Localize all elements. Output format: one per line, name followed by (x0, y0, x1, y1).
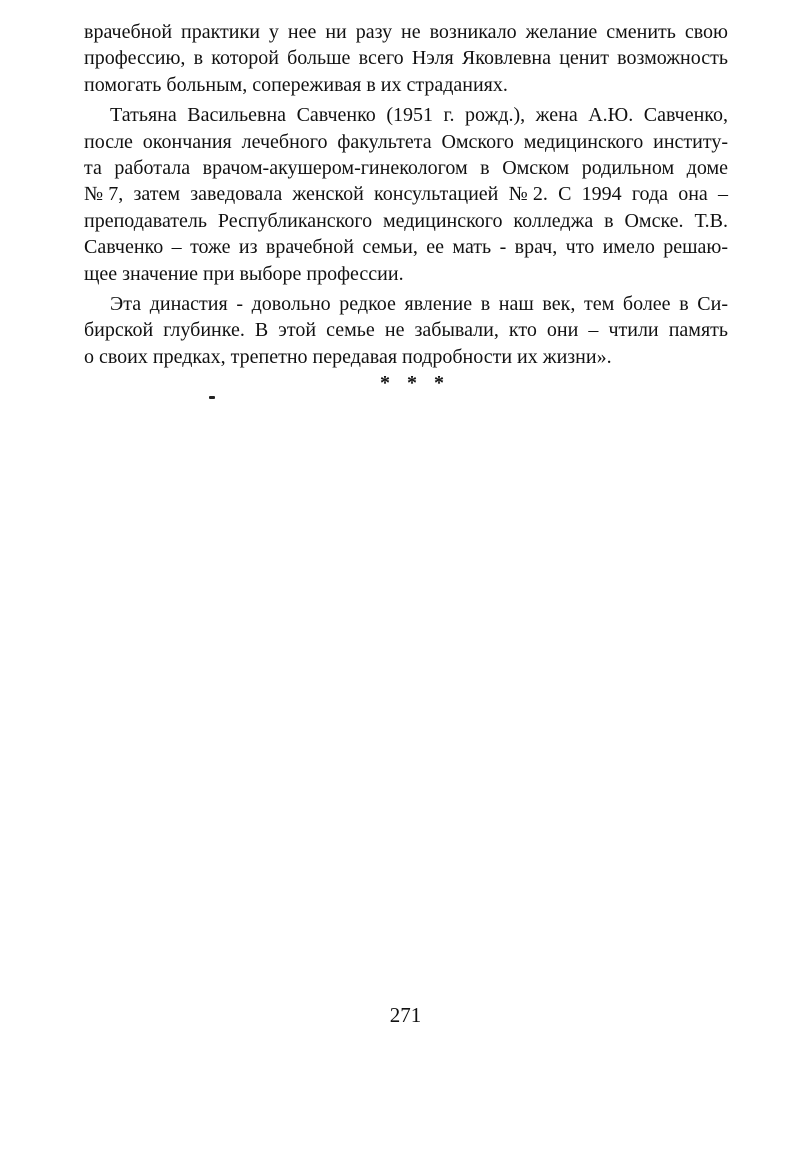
text-line: преподаватель Республиканского медицинского колледжа в Омске. Т.В. (84, 209, 728, 232)
ink-speck (209, 396, 215, 399)
section-separator: * * * (380, 372, 450, 394)
page-number: 271 (389, 1003, 422, 1027)
body-text (84, 19, 728, 370)
text-line: та работала врачом-акушером-гинекологом в Омском родильном доме (84, 156, 728, 179)
text-line: Татьяна Васильевна Савченко (1951 г. рожд.), жена А.Ю. Савченко, (110, 104, 728, 127)
text-line: Савченко – тоже из врачебной семьи, ее мать - врач, что имело решаю- (84, 236, 728, 259)
text-line: помогать больным, сопереживая в их страданиях. (84, 73, 508, 96)
text-line: врачебной практики у нее ни разу не возникало желание сменить свою (84, 21, 728, 43)
text-line: о своих предках, трепетно передавая подробности их жизни». (84, 345, 612, 368)
text-line: бирской глубинке. В этой семье не забывали, кто они – чтили память (84, 319, 728, 342)
text-line: №7, затем заведовала женской консультацией №2. С 1994 года она – (84, 183, 728, 206)
text-line: после окончания лечебного факультета Омского медицинского институ- (84, 130, 728, 153)
text-line: щее значение при выборе профессии. (84, 262, 404, 285)
text-line: профессию, в которой больше всего Нэля Яковлевна ценит возможность (84, 47, 728, 70)
text-line: Эта династия - довольно редкое явление в наш век, тем более в Си- (110, 292, 728, 315)
